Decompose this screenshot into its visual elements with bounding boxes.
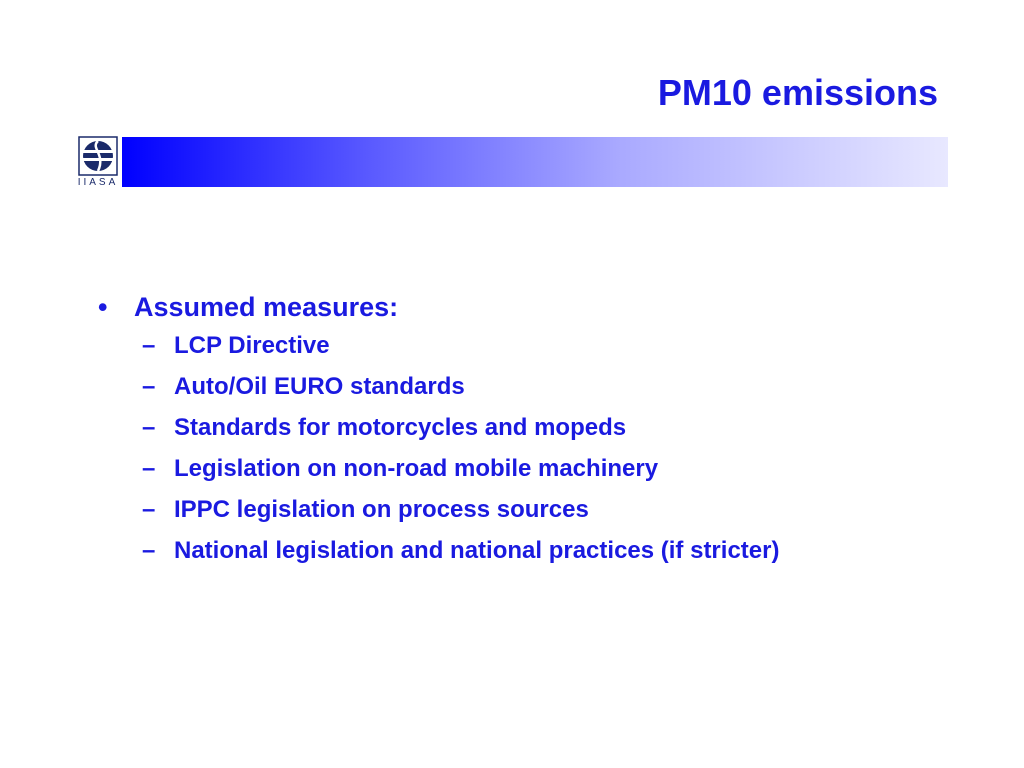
sub-item-label: IPPC legislation on process sources [174,496,589,523]
slide-content [92,292,779,578]
sub-item-label: Standards for motorcycles and mopeds [174,414,627,441]
dash-marker: – [142,496,156,523]
bullet-item [92,292,779,332]
sub-item [92,537,779,578]
bullet-label: Assumed measures: [134,292,399,322]
sub-item-label: National legislation and national practices (if stricter) [174,537,780,564]
header-gradient-band [122,137,948,187]
dash-marker: – [142,537,156,564]
sub-item [92,373,779,414]
bullet-marker: • [98,292,108,322]
sub-item-label: LCP Directive [174,332,330,359]
dash-marker: – [142,332,156,359]
slide-title: PM10 emissions [657,72,938,113]
globe-logo-icon [76,136,120,178]
sub-item [92,496,779,537]
dash-marker: – [142,373,156,400]
dash-marker: – [142,455,156,482]
iiasa-logo [76,136,120,192]
sub-item-label: Legislation on non-road mobile machinery [174,455,659,482]
sub-list [92,332,779,578]
sub-item-label: Auto/Oil EURO standards [174,373,465,400]
sub-item [92,455,779,496]
sub-item [92,332,779,373]
sub-item [92,414,779,455]
logo-text: IIASA [77,177,119,188]
dash-marker: – [142,414,156,441]
